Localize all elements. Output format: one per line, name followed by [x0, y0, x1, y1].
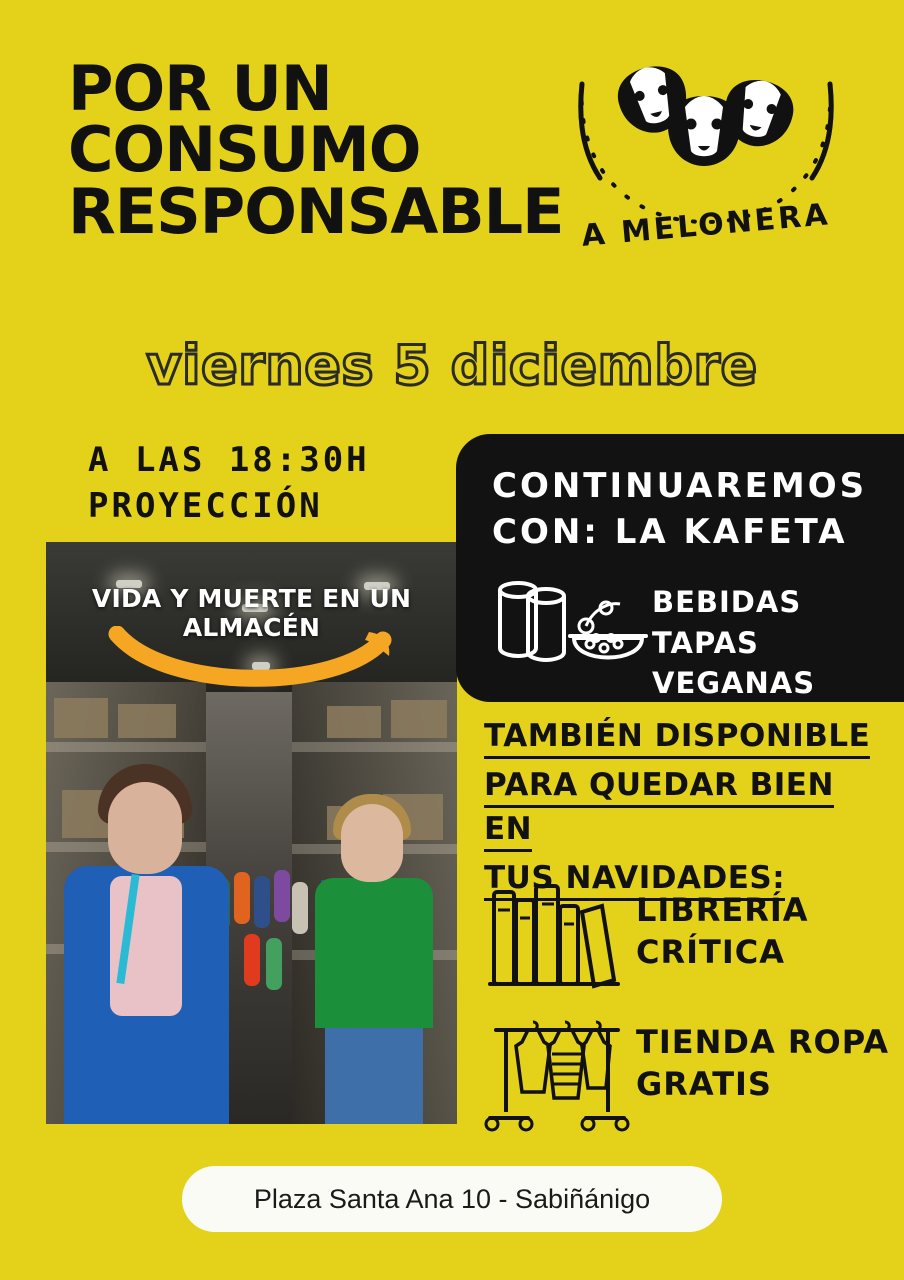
film-title: VIDA Y MUERTE EN UN ALMACÉN — [91, 584, 412, 642]
clothes-rack-icon — [482, 1008, 632, 1138]
event-time-line-1: A LAS 18:30H — [88, 440, 370, 480]
logo — [556, 62, 856, 277]
kafeta-heading-line-2: CON: LA KAFETA — [492, 511, 848, 552]
page-title — [68, 52, 588, 248]
headline-line-1: POR UN — [68, 52, 332, 125]
drinks-and-tapas-icon — [494, 572, 654, 682]
event-time — [88, 438, 448, 530]
kafeta-panel — [456, 434, 904, 702]
headline-line-2: CONSUMO — [68, 113, 421, 187]
headline-line-3: RESPONSABLE — [68, 174, 564, 248]
offer-bookshop — [636, 890, 809, 973]
kafeta-heading — [492, 464, 867, 556]
film-image — [46, 542, 457, 1124]
offer-bookshop-line-2: CRÍTICA — [636, 932, 786, 971]
address-pill — [182, 1166, 722, 1232]
offer-bookshop-line-1: LIBRERÍA — [636, 891, 809, 929]
logo-text: A MELONERA — [580, 197, 832, 254]
event-time-line-2: PROYECCIÓN — [88, 485, 323, 526]
also-line-3: TUS NAVIDADES: — [484, 860, 785, 901]
offer-free-clothes — [636, 1022, 889, 1105]
also-line-2: PARA QUEDAR BIEN EN — [484, 767, 834, 852]
worker-foreground-left — [54, 764, 239, 1124]
books-icon — [486, 876, 626, 996]
address-text: Plaza Santa Ana 10 - Sabiñánigo — [253, 1183, 651, 1214]
offer-free-clothes-line-1: TIENDA ROPA — [636, 1023, 889, 1061]
kafeta-item-2: TAPAS VEGANAS — [652, 625, 816, 701]
event-date: viernes 5 diciembre — [146, 334, 758, 397]
kafeta-item-1: BEBIDAS — [652, 585, 802, 619]
kafeta-items — [652, 582, 904, 704]
also-line-1: TAMBIÉN DISPONIBLE — [484, 718, 870, 759]
kafeta-heading-line-1: CONTINUAREMOS — [492, 466, 868, 506]
offer-free-clothes-line-2: GRATIS — [636, 1064, 772, 1103]
worker-foreground-right — [297, 794, 447, 1124]
